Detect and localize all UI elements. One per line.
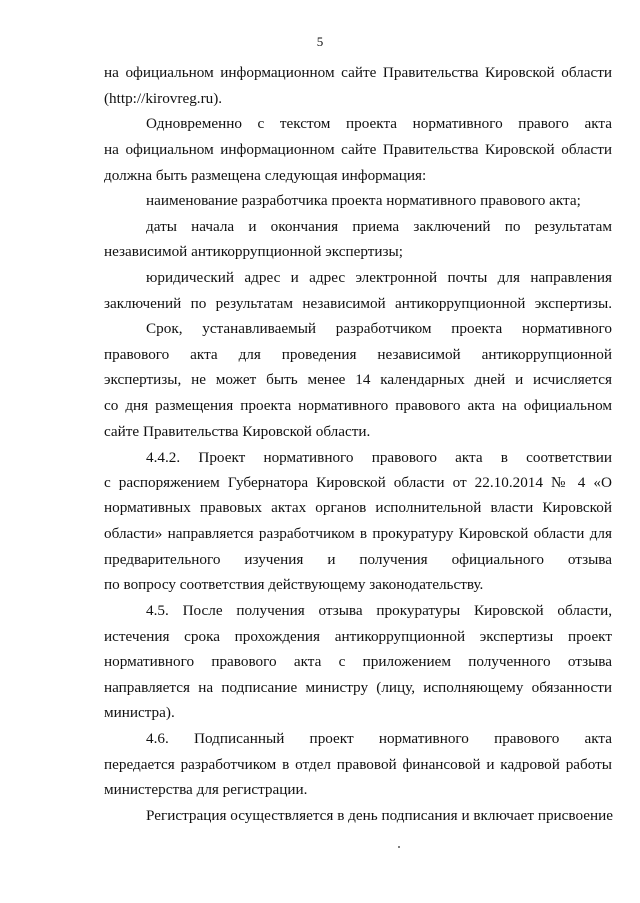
text-line: 4.4.2. Проект нормативного правового акта в соответствии: [146, 449, 612, 466]
text-line: министра).: [104, 704, 175, 721]
text-line: наименование разработчика проекта нормативного правового акта;: [146, 192, 581, 209]
page-number: 5: [316, 34, 324, 49]
text-line: правового акта для проведения независимой антикоррупционной: [104, 346, 612, 363]
text-line: 4.6. Подписанный проект нормативного правового акта: [146, 730, 612, 747]
text-line: сайте Правительства Кировской области.: [104, 423, 371, 440]
text-line: Срок, устанавливаемый разработчиком проекта нормативного: [146, 320, 612, 337]
text-line: Одновременно с текстом проекта нормативного правого акта: [146, 115, 612, 132]
text-line: министерства для регистрации.: [104, 781, 308, 798]
text-line: независимой антикоррупционной экспертизы;: [104, 243, 403, 260]
text-line: по вопросу соответствия действующему законодательству.: [104, 576, 484, 593]
text-line: области» направляется разработчиком в прокуратуру Кировской области для: [104, 525, 612, 542]
text-line: должна быть размещена следующая информация:: [104, 167, 427, 184]
text-line: со дня размещения проекта нормативного правового акта на официальном: [104, 397, 612, 414]
text-line: с распоряжением Губернатора Кировской области от 22.10.2014 № 4 «О: [104, 474, 612, 491]
text-line: на официальном информационном сайте Правительства Кировской области: [104, 141, 612, 158]
text-line: Регистрация осуществляется в день подписания и включает присвоение: [146, 807, 614, 824]
text-line: 4.5. После получения отзыва прокуратуры Кировской области,: [146, 602, 612, 619]
text-line: нормативного правового акта с приложением полученного отзыва: [104, 653, 612, 670]
text-line: юридический адрес и адрес электронной почты для направления: [146, 269, 612, 286]
text-line: передается разработчиком в отдел правовой финансовой и кадровой работы: [104, 756, 612, 773]
text-line: заключений по результатам независимой антикоррупционной экспертизы.: [104, 295, 612, 312]
scan-speck: [398, 846, 400, 848]
text-line: экспертизы, не может быть менее 14 календарных дней и исчисляется: [104, 371, 612, 388]
text-line: даты начала и окончания приема заключений по результатам: [146, 218, 612, 235]
text-line: нормативных правовых актах органов исполнительной власти Кировской: [104, 499, 612, 516]
text-line: направляется на подписание министру (лицу, исполняющему обязанности: [104, 679, 612, 696]
text-line: на официальном информационном сайте Правительства Кировской области: [104, 64, 612, 81]
text-line: истечения срока прохождения антикоррупционной экспертизы проект: [104, 628, 612, 645]
text-line: предварительного изучения и получения официального отзыва: [104, 551, 612, 568]
document-body: [104, 0, 612, 903]
text-line: (http://kirovreg.ru).: [104, 90, 223, 107]
